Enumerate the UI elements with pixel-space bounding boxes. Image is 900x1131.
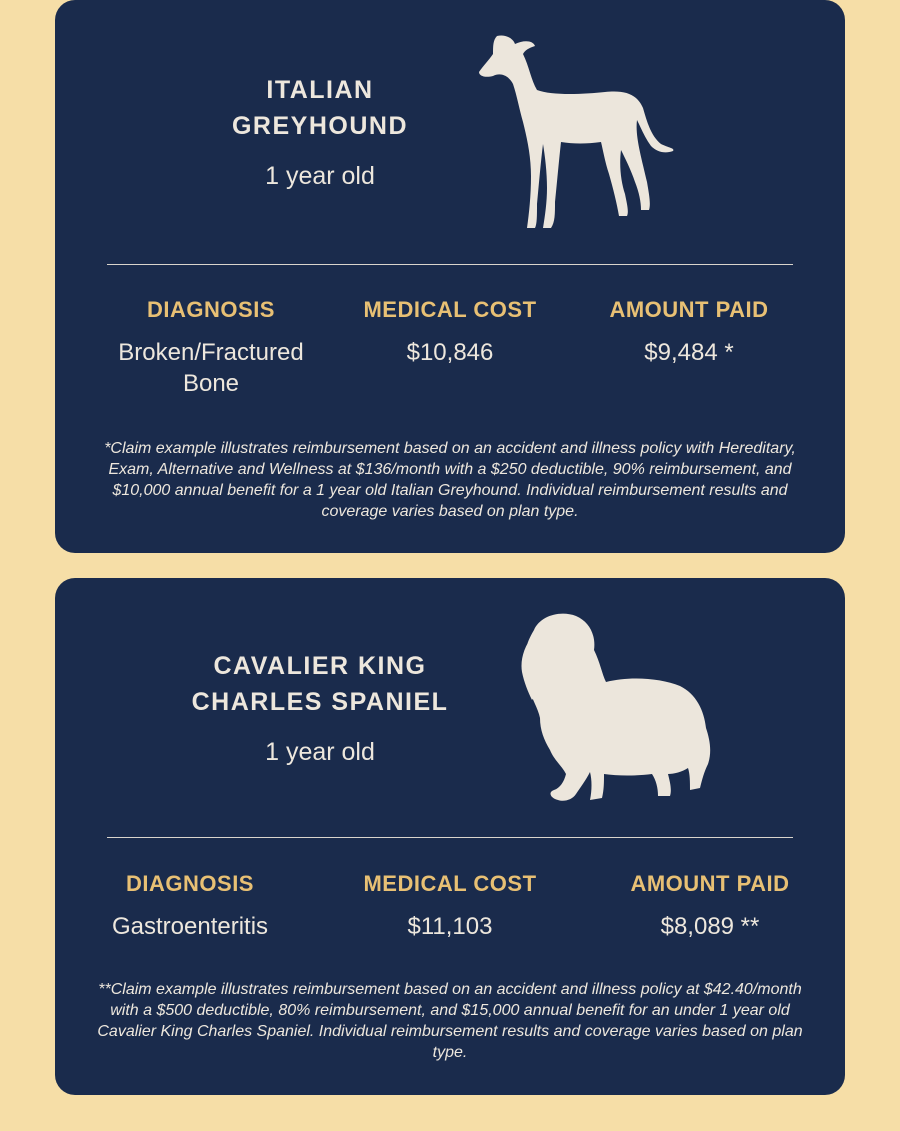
breed-name: [155, 648, 485, 720]
amount-paid-column: [569, 297, 809, 368]
claim-card-cavalier-king-charles-spaniel: [55, 578, 845, 1095]
claim-card-italian-greyhound: [55, 0, 845, 553]
diagnosis-value: [70, 911, 310, 942]
diagnosis-value: [91, 337, 331, 399]
italian-greyhound-icon: [475, 32, 680, 232]
claim-footnote: *Claim example illustrates reimbursement based on an accident and illness policy with Hereditary, Exam, Alternative and Wellness at $136/month with a $250 deductible, 90% reimbursement, and $10,000 annual benefit for a 1 year old Italian Greyhound. Individual reimbursement results and coverage varies based on plan type.: [104, 440, 796, 520]
breed-name-line1: ITALIAN: [266, 76, 374, 104]
breed-name-line1: CAVALIER KING: [213, 652, 427, 680]
breed-name-line2: CHARLES SPANIEL: [191, 688, 449, 716]
medical-cost-label: MEDICAL COST: [363, 871, 537, 896]
diagnosis-column: [70, 871, 310, 942]
medical-cost-value: $10,846: [406, 339, 494, 366]
breed-name-line2: GREYHOUND: [231, 112, 408, 140]
medical-cost-column: [330, 871, 570, 942]
pet-age: 1 year old: [265, 162, 375, 190]
amount-paid-column: [590, 871, 830, 942]
medical-cost-column: [330, 297, 570, 368]
diagnosis-column: [91, 297, 331, 399]
amount-paid-value: $8,089 **: [660, 913, 760, 940]
amount-paid-label: AMOUNT PAID: [609, 297, 769, 322]
diagnosis-value-line1: Broken/Fractured: [118, 339, 304, 366]
pet-age: 1 year old: [265, 738, 375, 766]
divider: [107, 837, 793, 838]
diagnosis-label: DIAGNOSIS: [147, 297, 275, 322]
divider: [107, 264, 793, 265]
diagnosis-label: DIAGNOSIS: [126, 871, 254, 896]
medical-cost-value: $11,103: [407, 913, 493, 940]
diagnosis-value-line2: Bone: [182, 370, 240, 397]
diagnosis-value-line1: Gastroenteritis: [111, 913, 269, 940]
medical-cost-label: MEDICAL COST: [363, 297, 537, 322]
amount-paid-label: AMOUNT PAID: [630, 871, 790, 896]
cavalier-king-charles-spaniel-icon: [520, 610, 720, 806]
breed-name: [155, 72, 485, 144]
amount-paid-value: $9,484 *: [644, 339, 734, 366]
claim-footnote: **Claim example illustrates reimbursement based on an accident and illness policy at $42.40/month with a $500 deductible, 80% reimbursement, and $15,000 annual benefit for an under 1 year old Cavalier King Charles Spaniel. Individual reimbursement results and coverage varies based on plan type.: [97, 981, 803, 1061]
